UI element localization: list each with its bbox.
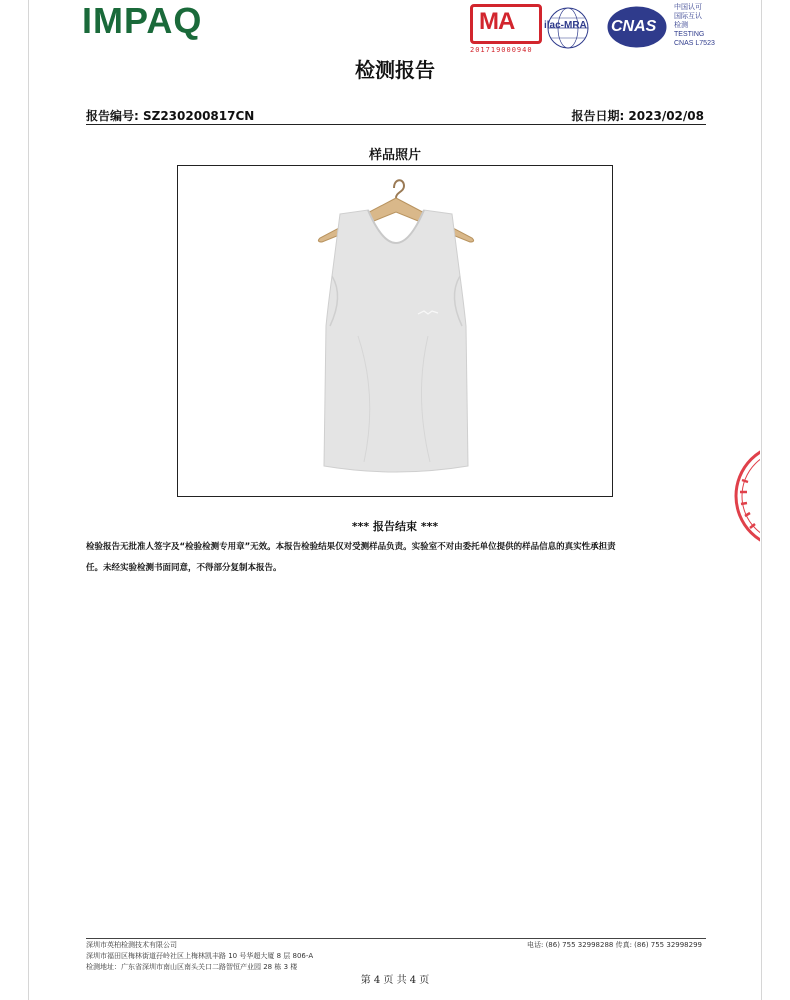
cma-logo-text: MA [479,8,515,35]
ilac-mra-logo [542,6,594,50]
cnas-line: CNAS L7523 [674,40,715,47]
photo-section-heading: 样品照片 [368,148,421,163]
header-divider [86,124,706,125]
ilac-mra-text: ilac-MRA [544,20,587,31]
footer-company: 深圳市英柏检测技术有限公司 [86,941,177,949]
disclaimer-text [86,537,708,579]
cma-logo [470,4,544,54]
report-date: 报告日期: 2023/02/08 [571,109,704,123]
cnas-line: 中国认可 [674,4,702,11]
tank-top-on-hanger-photo [178,166,612,496]
report-end-marker: *** 报告结束 *** [351,520,439,533]
cnas-line: 国际互认 [674,13,702,20]
footer-address-block [86,940,313,973]
footer-address-line: 检测地址：广东省深圳市南山区南头关口二路智恒产业园 28 栋 3 楼 [86,963,298,971]
cma-badge-icon [470,4,542,44]
cma-number: 201719000940 [470,46,533,54]
official-seal-stamp [728,440,760,552]
disclaimer-line: 检验报告无批准人签字及“检验检测专用章”无效。本报告检验结果仅对受测样品负责。实验室不对由委托单位提供的样品信息的真实性承担责 [86,542,616,552]
cnas-text: CNAS [611,18,657,35]
cnas-accreditation-lines [674,3,734,48]
cnas-line: 检测 [674,22,688,29]
sample-photo-frame [177,165,613,497]
footer-address-line: 深圳市福田区梅林街道孖岭社区上梅林凯丰路 10 号华超大厦 8 层 806-A [86,952,314,960]
page-number: 第 4 页 共 4 页 [360,975,430,986]
impaq-logo: IMPAQ [82,0,203,41]
disclaimer-line: 任。未经实验检测书面同意，不得部分复制本报告。 [86,563,282,573]
footer-divider [86,938,706,939]
cnas-line: TESTING [674,31,705,38]
report-title: 检测报告 [355,58,435,82]
red-seal-icon [728,440,760,552]
cnas-logo [605,4,669,50]
report-number: 报告编号: SZ230200817CN [86,109,255,123]
footer-contact: 电话: (86) 755 32998288 传真: (86) 755 32998299 [526,941,702,949]
